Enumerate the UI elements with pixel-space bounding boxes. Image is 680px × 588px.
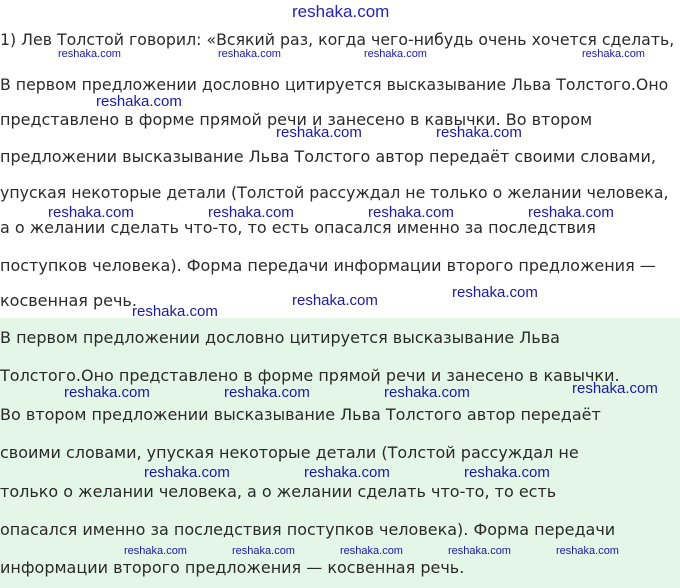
answer-line: В первом предложении дословно цитируется высказывание Льва: [0, 328, 560, 347]
answer-line: опасался именно за последствия поступков человека). Форма передачи: [0, 520, 616, 539]
explanation-line: упуская некоторые детали (Толстой рассуждал не только о желании человека,: [0, 183, 669, 202]
watermark: reshaka.com: [364, 48, 427, 60]
explanation-line: поступков человека). Форма передачи информации второго предложения —: [0, 256, 656, 275]
watermark: reshaka.com: [218, 48, 281, 60]
answer-line: Во втором предложении высказывание Льва Толстого автор передаёт: [0, 405, 601, 424]
question-line: 1) Лев Толстой говорил: «Всякий раз, когда чего-нибудь очень хочется сделать,: [0, 30, 675, 49]
watermark: reshaka.com: [58, 48, 121, 60]
explanation-line: а о желании сделать что-то, то есть опасался именно за последствия: [0, 218, 596, 237]
watermark: reshaka.com: [384, 384, 470, 401]
watermark: reshaka.com: [368, 204, 454, 221]
answer-line: своими словами, упуская некоторые детали (Толстой рассуждал не: [0, 443, 579, 462]
watermark: reshaka.com: [96, 93, 182, 110]
watermark: reshaka.com: [452, 284, 538, 301]
watermark: reshaka.com: [448, 545, 511, 557]
watermark: reshaka.com: [224, 384, 310, 401]
watermark: reshaka.com: [528, 204, 614, 221]
answer-line: только о желании человека, а о желании сделать что-то, то есть: [0, 482, 557, 501]
watermark: reshaka.com: [124, 545, 187, 557]
watermark: reshaka.com: [556, 545, 619, 557]
watermark: reshaka.com: [464, 464, 550, 481]
watermark: reshaka.com: [48, 204, 134, 221]
watermark: reshaka.com: [276, 124, 362, 141]
watermark: reshaka.com: [292, 292, 378, 309]
watermark: reshaka.com: [436, 124, 522, 141]
watermark: reshaka.com: [64, 384, 150, 401]
answer-line: информации второго предложения — косвенная речь.: [0, 558, 465, 577]
watermark: reshaka.com: [132, 303, 218, 320]
explanation-line: предложении высказывание Льва Толстого автор передаёт своими словами,: [0, 147, 656, 166]
watermark: reshaka.com: [144, 464, 230, 481]
watermark: reshaka.com: [582, 48, 645, 60]
explanation-line: представлено в форме прямой речи и занесено в кавычки. Во втором: [0, 110, 593, 129]
answer-line: Толстого.Оно представлено в форме прямой речи и занесено в кавычки.: [0, 366, 620, 385]
watermark: reshaka.com: [304, 464, 390, 481]
watermark: reshaka.com: [208, 204, 294, 221]
explanation-line: В первом предложении дословно цитируется высказывание Льва Толстого.Оно: [0, 75, 669, 94]
watermark: reshaka.com: [572, 380, 658, 397]
watermark: reshaka.com: [340, 545, 403, 557]
explanation-line: косвенная речь.: [0, 291, 137, 310]
site-watermark: reshaka.com: [292, 2, 390, 21]
watermark: reshaka.com: [232, 545, 295, 557]
